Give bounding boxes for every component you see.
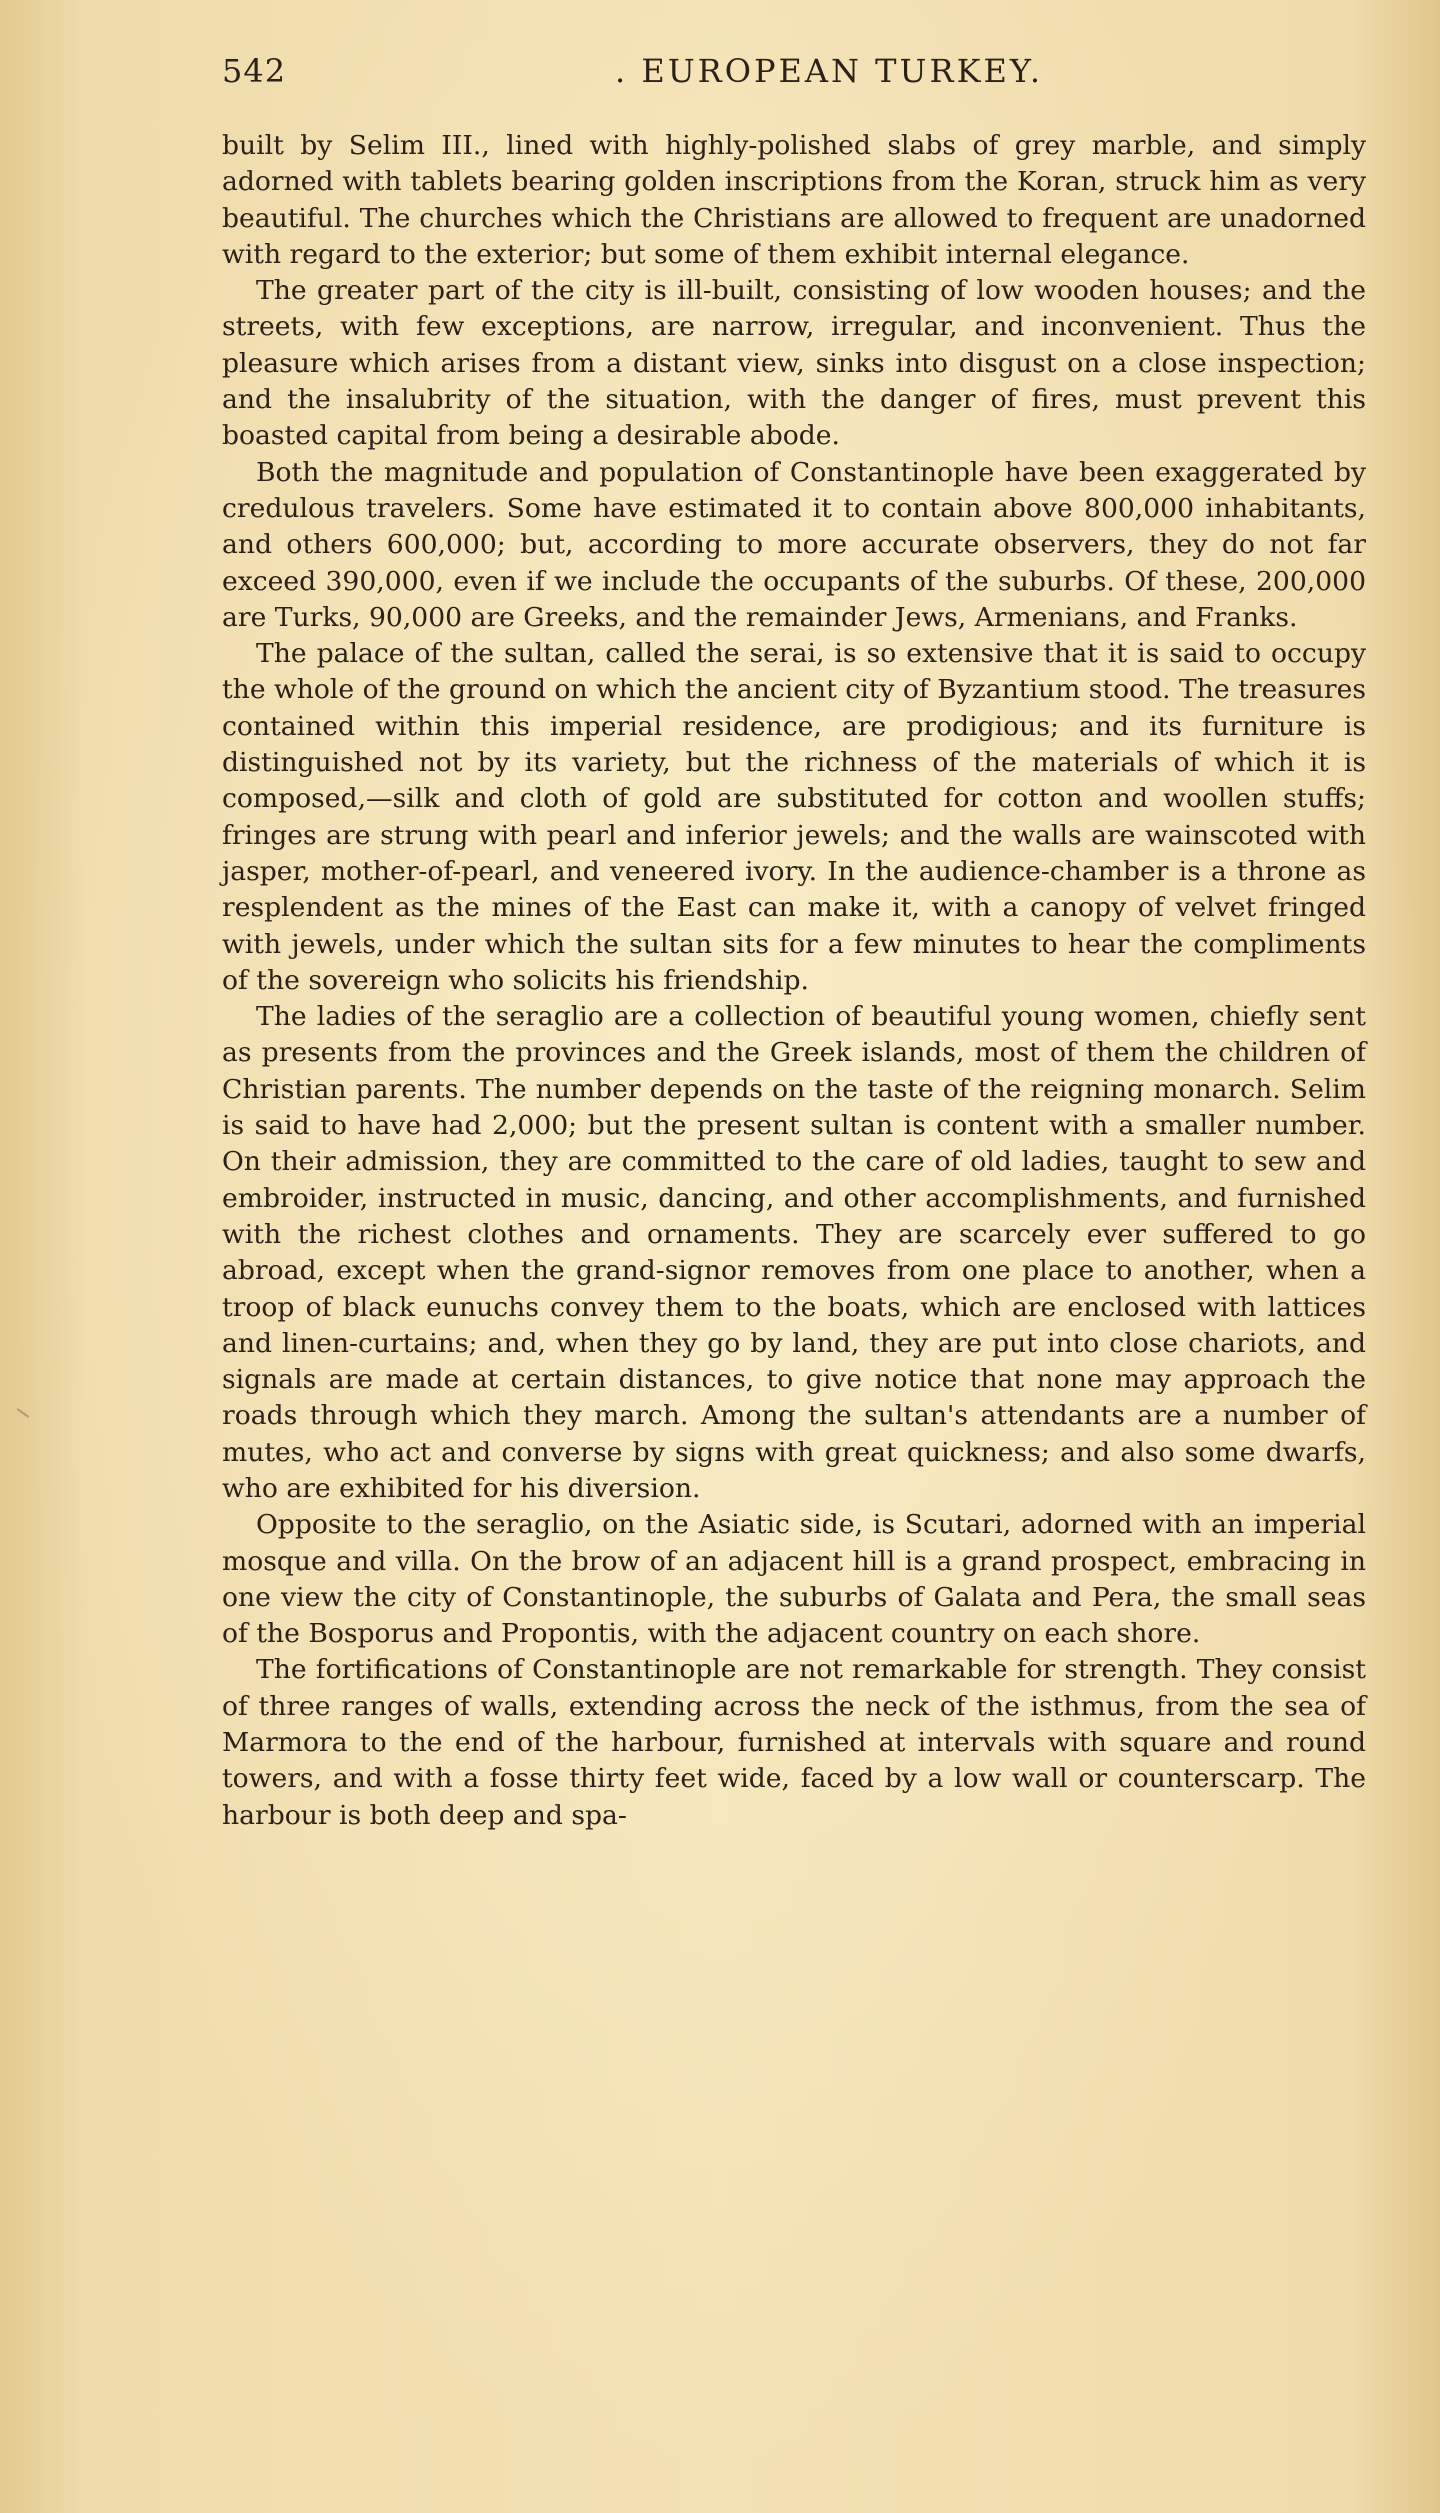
margin-mark xyxy=(17,1408,30,1418)
paragraph-7: The fortifications of Constantinople are not remarkable for strength. They consist of three ranges of walls, extending across the neck of the isthmus, from the sea of Marmora to the end of the harbour, furnished at intervals with square and round towers, and with a fosse thirty feet wide, faced by a low wall or counterscarp. The harbour is both deep and spa- xyxy=(222,1654,1366,1831)
running-head: . EUROPEAN TURKEY. xyxy=(614,52,1043,90)
paragraph-4: The palace of the sultan, called the serai, is so extensive that it is said to occupy the whole of the ground on which the ancient city of Byzantium stood. The treasures contained within this imperial residence, are prodigious; and its furniture is distinguished not by its variety, but the richness of the materials of which it is composed,—silk and cloth of gold are substituted for cotton and woollen stuffs; fringes are strung with pearl and inferior jewels; and the walls are wainscoted with jasper, mother-of-pearl, and veneered ivory. In the audience-chamber is a throne as resplendent as the mines of the East can make it, with a canopy of velvet fringed with jewels, under which the sultan sits for a few minutes to hear the compliments of the sovereign who solicits his friendship. xyxy=(222,638,1366,996)
page-number: 542 xyxy=(222,52,287,90)
paragraph-5: The ladies of the seraglio are a collection of beautiful young women, chiefly sent as presents from the provinces and the Greek islands, most of them the children of Christian parents. The number depends on the taste of the reigning monarch. Selim is said to have had 2,000; but the present sultan is content with a smaller number. On their admission, they are committed to the care of old ladies, taught to sew and embroider, instructed in music, dancing, and other accomplishments, and furnished with the richest clothes and ornaments. They are scarcely ever suffered to go abroad, except when the grand-signor removes from one place to another, when a troop of black eunuchs convey them to the boats, which are enclosed with lattices and linen-curtains; and, when they go by land, they are put into close chariots, and signals are made at certain distances, to give notice that none may approach the roads through which they march. Among the sultan's attendants are a number of mutes, who act and converse by signs with great quickness; and also some dwarfs, who are exhibited for his diversion. xyxy=(222,1001,1366,1504)
page-header xyxy=(222,52,1366,96)
body-text xyxy=(222,128,1366,1834)
paragraph-1: built by Selim III., lined with highly-polished slabs of grey marble, and simply adorned with tablets bearing golden inscriptions from the Koran, struck him as very beautiful. The churches which the Christians are allowed to frequent are unadorned with regard to the exterior; but some of them exhibit internal elegance. xyxy=(222,130,1366,270)
paragraph-2: The greater part of the city is ill-built, consisting of low wooden houses; and the streets, with few exceptions, are narrow, irregular, and inconvenient. Thus the pleasure which arises from a distant view, sinks into disgust on a close inspection; and the insalubrity of the situation, with the danger of fires, must prevent this boasted capital from being a desirable abode. xyxy=(222,275,1366,452)
paragraph-6: Opposite to the seraglio, on the Asiatic side, is Scutari, adorned with an imperial mosque and villa. On the brow of an adjacent hill is a grand prospect, embracing in one view the city of Constantinople, the suburbs of Galata and Pera, the small seas of the Bosporus and Propontis, with the adjacent country on each shore. xyxy=(222,1509,1366,1650)
paragraph-3: Both the magnitude and population of Constantinople have been exaggerated by credulous travelers. Some have estimated it to contain above 800,000 inhabitants, and others 600,000; but, according to more accurate observers, they do not far exceed 390,000, even if we include the occupants of the suburbs. Of these, 200,000 are Turks, 90,000 are Greeks, and the remainder Jews, Armenians, and Franks. xyxy=(222,456,1366,633)
